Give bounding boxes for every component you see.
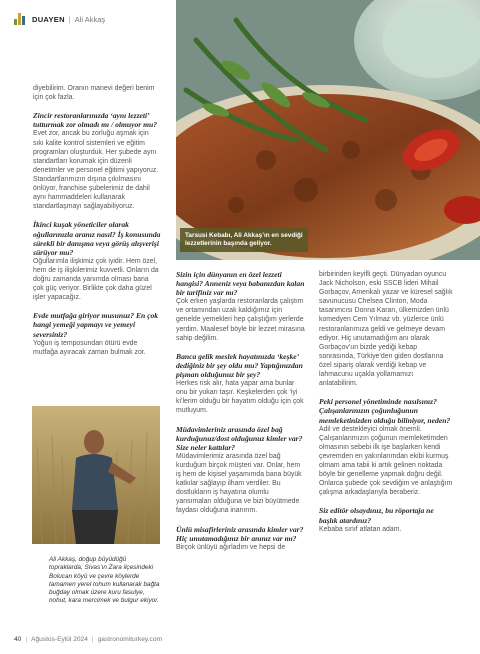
article-column-2 [176,270,306,561]
interview-answer: Oğullarımla ilişkimiz çok iyidir. Hem özel, hem de iş ilişkilerimiz kuvvetli. Onların da doğru zamanda yanımda olması bana çok güç veriyor. Birlikte çok daha güzel işler yapacağız. [33,257,159,302]
article-column-1 [33,84,161,366]
interview-question: Ünlü misafirleriniz arasında kimler var? Hiç unutamadığınız bir anınız var mı? [176,524,304,543]
header-person-name: Ali Akkaş [74,14,106,24]
interview-question: İkinci kuşak yöneticiler olarak oğullarınızla aranız nasıl? İş konusunda sürekli bir danışma veya görüş alışverişi sürüyor mu? [33,220,161,257]
section-title: DUAYEN [32,14,65,24]
page-number: 40 [14,636,22,643]
page-footer [14,636,162,643]
interview-answer: Müdavimlerimiz arasında özel bağ kurduğum birçok müşteri var. Onlar, hem iş hem de kişisel yaşamımda bana büyük katkılar sağlayıp ilham verdiler. Bu dostlukların iş hayatına olumlu yansımaları olduğuna ve bizi büyütmede faydası olduğuna inanırım. [176,452,302,515]
header-separator: | [68,14,71,24]
paragraph: diyebilirim. Oranın manevi değeri benim için çok fazla. [33,85,155,102]
farm-photo-caption: Ali Akkaş, doğup büyüdüğü topraklarda, Sivas’ın Zara ilçesindeki Bolucan köyü ve çevre köylerde tamamen yerel tohum kullanarak bağta buğday olmak üzere kuru fasulye, nohut, kara mercimek ve bulgur ekiyor. [49,556,160,605]
interview-answer: Yoğun iş temposundan ötürü evde mutfağa ayıracak zaman bulmak zor. [33,339,146,356]
interview-question: Banca gelik meslek hayatınızda ‘keşke’ dediğiniz bir şey oldu mu? Yaptığınızdan pişman olduğunuz bir şey? [176,351,303,380]
footer-separator: | [25,636,28,643]
interview-answer: Kebaba sınıf atlatan adam. [319,525,402,533]
interview-answer: Çok erken yaşlarda restoranlarda çalıştım ve ortamından uzak kaldığımız için genelde yemekleri hep çalıştığım yerlerde yerdim. Maalesef böyle bir lezzet mirasına sahip değilim. [176,298,305,342]
interview-question: Peki personel yönetiminde nasılsınız? Çalışanlarınızın çoğunluğunun memleketinizden olduğu biliniyor, neden? [319,397,451,425]
article-column-3 [319,270,453,543]
website-link[interactable]: gastronomiturkey.com [97,636,162,643]
interview-answer: Evet zor, ancak bu zorluğu aşmak için sıkı kalite kontrol sistemleri ve eğitim programları oluşturduk. Her şubede aynı standartları korumak için düzenli denetimler ve personel eğitimi yapıyoruz. Standartlarımızın dışına çıkılmasını önlüyor, franchise şubelerimiz de dahil aynı hammaddeleri kullanarak standartlaşmayı sağlayabiliyoruz. [33,130,159,211]
farm-photo [32,406,160,544]
interview-question: Zincir restoranlarınızda ‘aynı lezzeti’ tutturmak zor olmadı mı / olmuyor mu? [33,111,158,130]
interview-question: Müdavimleriniz arasında özel bağ kurduğunuz/dost olduğunuz kimler var? Size neler kattılar? [176,424,303,452]
kebab-photo [176,0,480,260]
interview-answer: birbirinden keyifli geçti. Dünyadan oyuncu Jack Nicholson, eski SSCB lideri Mihail Gorbaçov, Amerikalı yazar ve küresel sağlık savunucusu Chelsea Clinton, Moda tasarımcısı Donna Karan, ülkemizden ünlü komedyen Cem Yılmaz vb. yüzlerce ünlü restoranlarımıza geldi ve gelmeye devam ediyor. Hiç unutamadığım anı olarak Gorbaçov’un bizde yediği kebap sonrasında, Türkiye’den giden dostlarına özel sipariş olarak verdiği kebap ve lahmacunu uçakla yollamamızı anlatabilirim. [319,271,453,388]
photo-caption: Tarsusi Kebabı, Ali Akkaş’ın en sevdiği lezzetlerinin başında geliyor. [180,228,308,252]
interview-question: Evde mutfağa giriyor musunuz? En çok hangi yemeği yapmayı ve yemeyi seversiniz? [33,311,159,339]
interview-question: Siz editör olsaydınız, bu röportaja ne başlık atardınız? [319,506,434,525]
issue-date: Ağustos-Eylül 2024 [31,636,88,643]
interview-answer: Herkes risk alır, hata yapar ama bunlar onu bir yukarı taşır. Keşkelerden çok ‘iyi ki’lerim olduğu bir hayatım olduğu için çok mutluyum. [176,380,304,415]
page-header [14,12,105,26]
magazine-logo-icon [14,13,28,25]
interview-answer: Birçok ünlüyü ağırladım ve hepsi de [176,543,286,551]
interview-question: Sizin için dünyanın en özel lezzeti hangisi? Anneniz veya babanızdan kalan bir tarifiniz var mı? [176,270,305,298]
footer-separator: | [91,636,94,643]
interview-answer: Adil ve destekleyici olmak önemli. Çalışanlarımızın çoğunun memleketimden olmasının sebebi ilk işe başlarken kendi çevremden en yakınlarımdan ekibi kurmuş olmam ama tabii ki artık gelinen noktada böyle bir genelleme yapmak doğru değil. Onlarca şubede çok sevdiğim ve anlaştığım çalışma arkadaşlarıyla beraberiz. [319,425,453,497]
